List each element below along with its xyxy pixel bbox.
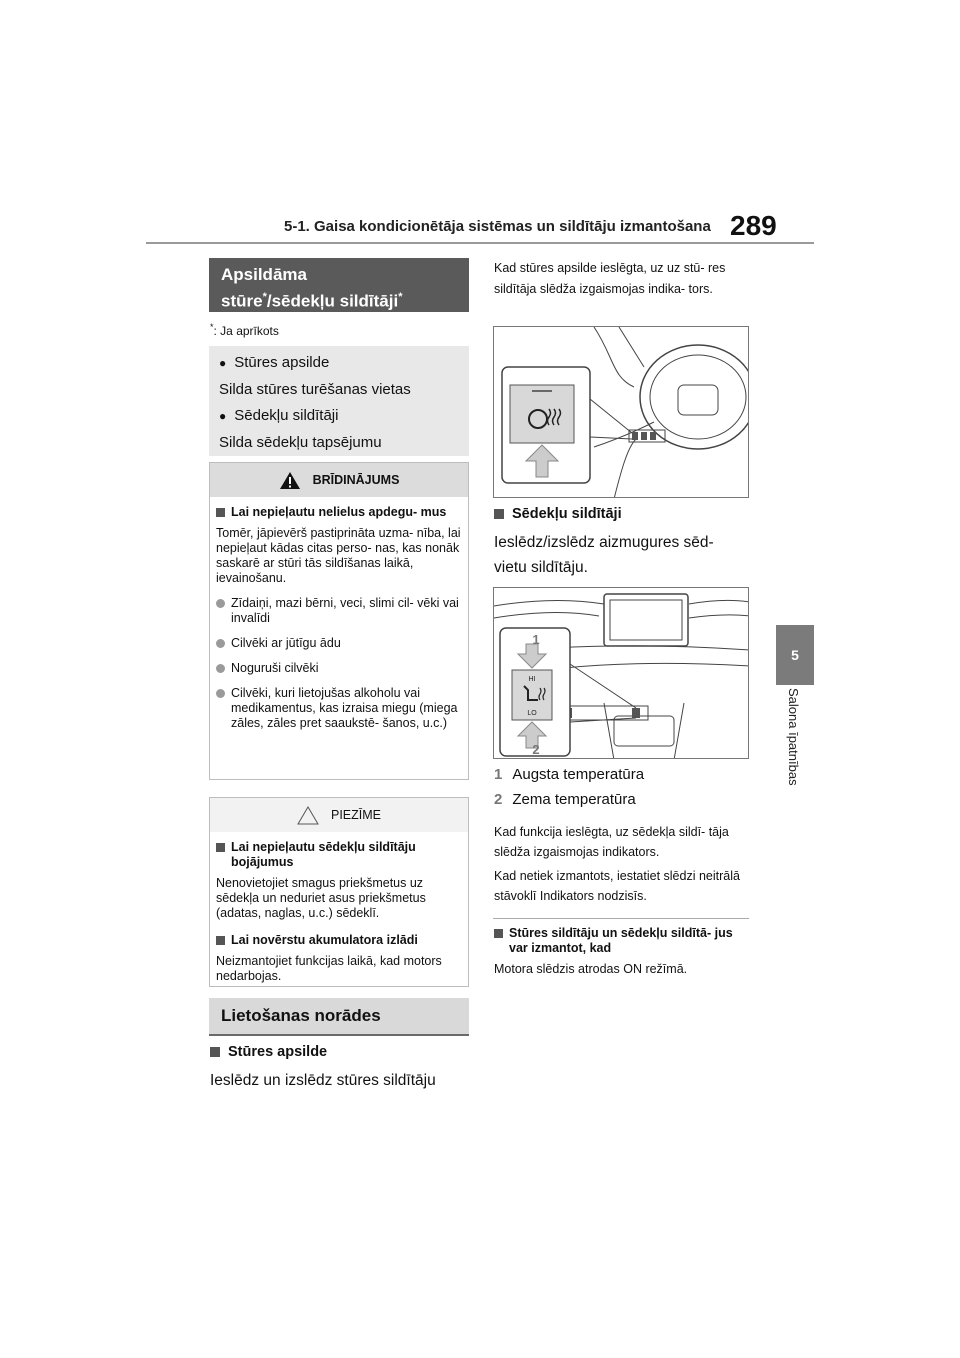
- dot-bullet-icon: [216, 689, 225, 698]
- list-item-text: Cilvēki ar jūtīgu ādu: [231, 636, 341, 650]
- square-bullet-icon: [216, 936, 225, 945]
- warning-subhead-text: Lai nepieļautu nelielus apdegu- mus: [231, 505, 447, 519]
- summary-item-seats: ● Sēdekļu sildītāji: [219, 403, 459, 430]
- seat-heading: [494, 506, 622, 522]
- section-title-part-b: /sēdekļu sildītāji: [266, 291, 399, 311]
- note-subhead-1: [216, 840, 462, 870]
- steering-heater-figure: [493, 326, 749, 498]
- list-item-text: Cilvēki, kuri lietojušas alkoholu vai medikamentus, kas izraisa miegu (miega zāles, zāles pret saaukstē- šanos, u.c.): [231, 686, 458, 730]
- summary-item-steering: ● Stūres apsilde: [219, 350, 459, 377]
- legend-number: 1: [494, 766, 503, 783]
- seat-heater-illustration: [494, 588, 749, 759]
- divider: [493, 918, 749, 919]
- note-title: PIEZĪME: [330, 807, 381, 822]
- square-bullet-icon: [494, 929, 503, 938]
- square-bullet-icon: [216, 843, 225, 852]
- list-item-text: Zīdaiņi, mazi bērni, veci, slimi cil- vēki vai invalīdi: [231, 596, 459, 625]
- legend-item-2: [494, 791, 636, 808]
- square-bullet-icon: [216, 508, 225, 517]
- seat-indicator-text: Kad funkcija ieslēgta, uz sēdekļa sildī- tāja slēdža izgaismojas indikators.: [494, 825, 729, 859]
- running-header: 5-1. Gaisa kondicionētāja sistēmas un sildītāju izmantošana: [284, 218, 711, 235]
- warning-triangle-icon: [279, 471, 301, 490]
- legend-number: 2: [494, 791, 503, 808]
- summary-box: [209, 346, 469, 456]
- usage-text: Motora slēdzis atrodas ON režīmā.: [494, 962, 688, 976]
- warning-title: BRĪDINĀJUMS: [312, 472, 400, 487]
- note-subhead-1-text: Lai nepieļautu sēdekļu sildītāju bojājumus: [231, 840, 416, 869]
- warning-paragraph: Tomēr, jāpievērš pastiprināta uzma- nība, lai nepieļaut kādas citas perso- nas, kas nonāk saskarē ar stūri tās sildīšanas laikā, ievainošanu.: [216, 526, 461, 585]
- footnote-star: *: [210, 322, 214, 332]
- chapter-label: Salona īpatnības: [786, 688, 801, 786]
- section-title-heated-steering-seats: [209, 258, 469, 312]
- warning-subhead: [216, 505, 462, 520]
- warning-box: [209, 462, 469, 780]
- header-divider: [146, 242, 814, 244]
- steering-heater-illustration: [494, 327, 749, 498]
- dot-bullet-icon: [216, 664, 225, 673]
- section-title-usage: Lietošanas norādes: [209, 998, 469, 1036]
- legend-item-1: [494, 766, 644, 783]
- footnote-text: : Ja aprīkots: [213, 324, 279, 338]
- seat-description: Ieslēdz/izslēdz aizmugures sēd- vietu sildītāju.: [494, 534, 714, 576]
- lo-label: LO: [527, 710, 537, 717]
- list-item-text: Noguruši cilvēki: [231, 661, 319, 675]
- label-2: 2: [532, 742, 540, 757]
- footnote: [210, 322, 279, 338]
- square-bullet-icon: [210, 1047, 220, 1057]
- steering-description: Ieslēdz un izslēdz stūres sildītāju: [210, 1072, 436, 1089]
- list-item: [216, 636, 462, 651]
- section-title-part-a: stūre: [221, 291, 263, 311]
- warning-header: [210, 463, 468, 497]
- chapter-tab[interactable]: 5: [776, 625, 814, 685]
- dot-bullet-icon: [216, 599, 225, 608]
- list-item: [216, 596, 462, 626]
- section-title-line1: Apsildāma: [221, 265, 307, 284]
- note-subhead-2: [216, 933, 462, 948]
- label-1: 1: [532, 632, 540, 647]
- square-bullet-icon: [494, 509, 504, 519]
- hi-label: HI: [528, 676, 536, 683]
- summary-desc-seats: Silda sēdekļu tapsējumu: [219, 433, 382, 451]
- note-header: [210, 798, 468, 832]
- note-subhead-2-text: Lai novērstu akumulatora izlādi: [231, 933, 418, 947]
- usage-heading: [494, 926, 750, 956]
- note-box: [209, 797, 469, 987]
- section-title-star: *: [262, 291, 267, 303]
- note-paragraph-2: Neizmantojiet funkcijas laikā, kad motors nedarbojas.: [216, 954, 442, 983]
- note-paragraph-1: Nenovietojiet smagus priekšmetus uz sēdekļa un neduriet asus priekšmetus (adatas, naglas, u.c.) sēdeklī.: [216, 876, 426, 920]
- dot-bullet-icon: [216, 639, 225, 648]
- seat-heading-text: Sēdekļu sildītāji: [512, 506, 622, 522]
- section-title-line2: [221, 286, 457, 313]
- list-item: [216, 686, 462, 731]
- summary-desc-steering: Silda stūres turēšanas vietas: [219, 380, 411, 398]
- list-item: [216, 661, 462, 676]
- caution-outline-icon: [297, 806, 319, 825]
- section-title-star-2: *: [398, 291, 403, 303]
- usage-heading-text: Stūres sildītāju un sēdekļu sildītā- jus var izmantot, kad: [509, 926, 733, 955]
- steering-indicator-text: Kad stūres apsilde ieslēgta, uz uz stū- res sildītāja slēdža izgaismojas indika- tors.: [494, 261, 726, 296]
- legend-text: Augsta temperatūra: [512, 766, 645, 783]
- page-number: 289: [730, 210, 777, 241]
- steering-heading-text: Stūres apsilde: [228, 1044, 328, 1060]
- seat-heater-figure: [493, 587, 749, 759]
- seat-neutral-text: Kad netiek izmantots, iestatiet slēdzi neitrālā stāvoklī Indikators nodzisīs.: [494, 869, 740, 903]
- steering-heading: [210, 1044, 327, 1060]
- legend-text: Zema temperatūra: [512, 791, 636, 808]
